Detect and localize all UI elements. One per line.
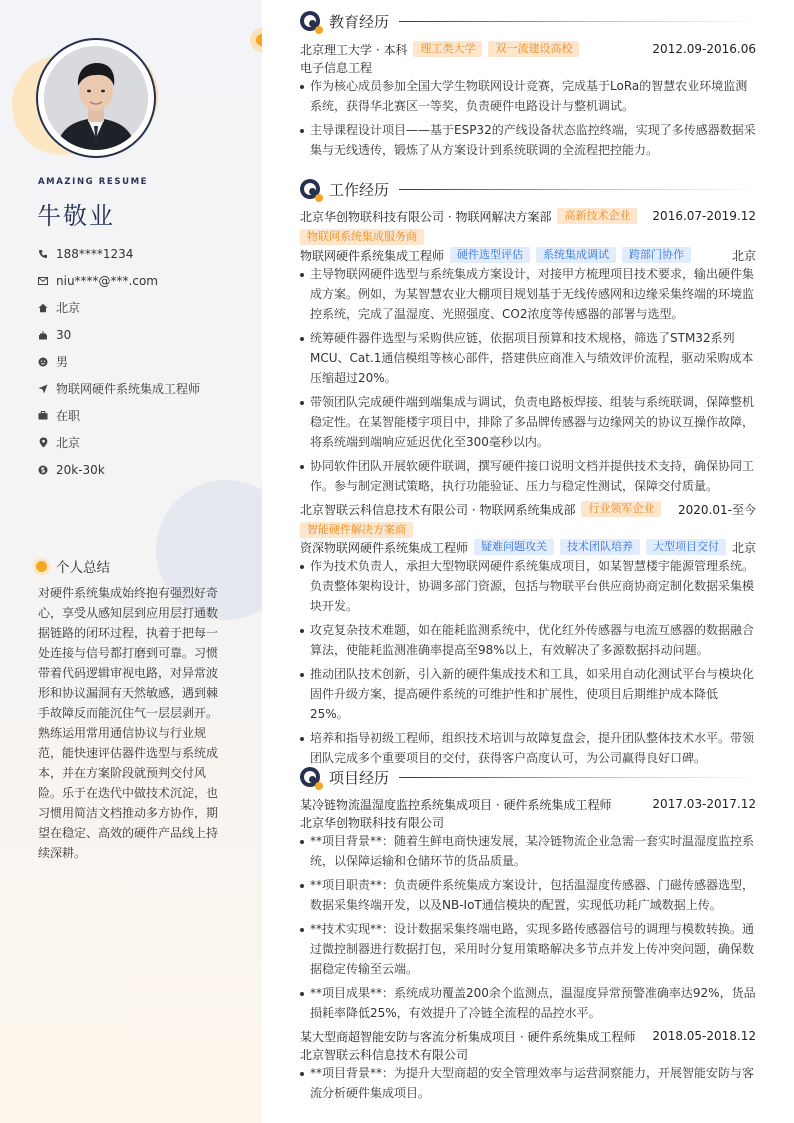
salary-icon: [38, 465, 48, 475]
section-title: 教育经历: [329, 12, 390, 31]
info-home: [38, 294, 258, 321]
education-heading: [300, 9, 756, 33]
avatar-photo: [44, 46, 148, 150]
school-tag: 理工类大学: [413, 41, 482, 57]
skill-tag: 技术团队培养: [560, 539, 640, 555]
summary-text: 对硬件系统集成始终抱有强烈好奇心，享受从感知层到应用层打通数据链路的闭环过程，执着于把每一处连接与信号都打磨到可靠。习惯带着代码逻辑审视电路，对异常波形和协议漏洞有天然敏感，遇到棘手故障反而能沉住气一层层剥开。熟练运用常用通信协议与行业规范，能快速评估器件选型与系统成本，并在方案阶段就预判交付风险。乐于在迭代中做技术沉淀，也习惯用简洁文档推动多方协作，期望在稳定、高效的硬件产品线上持续深耕。: [38, 586, 219, 860]
company-tag: 高新技术企业: [557, 208, 637, 224]
list-item: 攻克复杂技术难题，如在能耗监测系统中，优化红外传感器与电流互感器的数据融合算法，使能耗监测准确率提高至98%以上，有效解决了多源数据抖动问题。: [300, 620, 756, 660]
decor-dot-orange-inner: [256, 34, 262, 46]
skill-tag: 大型项目交付: [646, 539, 726, 555]
list-item: **项目成果**：系统成功覆盖200余个监测点，温湿度异常预警准确率达92%，货品损耗率降低25%，有效提升了冷链全流程的品控水平。: [300, 983, 756, 1023]
skill-tag: 疑难问题攻关: [474, 539, 554, 555]
list-item: **项目职责**：负责硬件系统集成方案设计，包括温湿度传感器、门磁传感器选型，数据采集终端开发，以及NB-IoT通信模块的配置，实现低功耗广域数据上传。: [300, 875, 756, 915]
job-city: 北京: [731, 248, 756, 263]
info-position: [38, 375, 258, 402]
skill-tag: 跨部门协作: [622, 247, 691, 263]
info-value: 男: [56, 355, 69, 369]
work-heading: [300, 177, 756, 201]
resume-tagline: AMAZING RESUME: [38, 177, 149, 187]
list-item: 作为技术负责人，承担大型物联网硬件系统集成项目，如某智慧楼宇能源管理系统。负责整体架构设计，协调多部门资源，包括与物联平台供应商协商定制化数据采集模块开发。: [300, 556, 756, 616]
project-company: 北京华创物联科技有限公司: [300, 815, 445, 830]
school-tag: 双一流建设高校: [488, 41, 579, 57]
list-item: 主导课程设计项目——基于ESP32的产线设备状态监控终端，实现了多传感器数据采集与无线透传，锻炼了从方案设计到系统联调的全流程把控能力。: [300, 120, 756, 160]
contact-info-list: [38, 240, 258, 483]
info-value: niu****@***.com: [56, 273, 158, 288]
info-age: [38, 321, 258, 348]
company-tag: 智能硬件解决方案商: [300, 522, 413, 538]
education-bullets: [300, 76, 756, 164]
list-item: 推动团队技术创新，引入新的硬件集成技术和工具，如采用自动化测试平台与模块化固件升级方案，提高硬件系统的可维护性和扩展性，使项目后期维护成本降低25%。: [300, 664, 756, 724]
job-role: 资深物联网硬件系统集成工程师: [300, 540, 469, 555]
list-item: 带领团队完成硬件端到端集成与调试，负责电路板焊接、组装与系统联调，保障整机稳定性。在某智能楼宇项目中，排除了多品牌传感器与边缘网关的协议互操作故障，将系统端到端响应延迟优化至300毫秒以内。: [300, 392, 756, 452]
project-title-row: [300, 1027, 756, 1045]
section-circle-icon: [300, 767, 320, 787]
list-item: 主导物联网硬件选型与系统集成方案设计，对接甲方梳理项目技术要求，输出硬件集成方案。例如，为某智慧农业大棚项目规划基于无线传感网和边缘采集终端的环境监控系统，完成了温湿度、光照强度、CO2浓度等传感器的部署与选型。: [300, 264, 756, 324]
job-role-row: [300, 538, 756, 556]
avatar-frame: [36, 38, 156, 158]
job-company-tag-row: [300, 521, 756, 538]
info-status: [38, 402, 258, 429]
project-name: 某冷链物流温湿度监控系统集成项目 · 硬件系统集成工程师: [300, 797, 612, 812]
briefcase-icon: [38, 411, 48, 421]
info-value: 北京: [56, 436, 81, 450]
project-bullets: [300, 1063, 756, 1107]
education-date: 2012.09-2016.06: [652, 42, 756, 56]
section-divider: [399, 189, 756, 190]
job-role: 物联网硬件系统集成工程师: [300, 248, 445, 263]
summary-heading: [36, 556, 110, 576]
skill-tag: 硬件选型评估: [450, 247, 530, 263]
school-name: 北京理工大学 · 本科: [300, 42, 408, 57]
job-date: 2020.01-至今: [678, 502, 756, 517]
info-value: 在职: [56, 409, 81, 423]
job-bullets: [300, 556, 756, 772]
send-icon: [38, 384, 48, 394]
info-value: 北京: [56, 301, 81, 315]
bullet-dot-icon: [36, 561, 47, 572]
summary-title: 个人总结: [56, 560, 110, 576]
info-value: 30: [56, 327, 72, 342]
section-circle-icon: [300, 11, 320, 31]
info-phone: [38, 240, 258, 267]
company-tag: 物联网系统集成服务商: [300, 229, 424, 245]
project-bullets: [300, 831, 756, 1027]
project-title-row: [300, 795, 756, 813]
home-icon: [38, 303, 48, 313]
job-role-row: [300, 246, 756, 264]
info-value: 20k-30k: [56, 462, 105, 477]
education-school-row: [300, 40, 756, 58]
section-title: 工作经历: [329, 180, 390, 199]
section-circle-icon: [300, 179, 320, 199]
list-item: 作为核心成员参加全国大学生物联网设计竞赛，完成基于LoRa的智慧农业环境监测系统，获得华北赛区一等奖，负责硬件电路设计与整机调试。: [300, 76, 756, 116]
skill-tag: 系统集成调试: [536, 247, 616, 263]
job-company-row: [300, 207, 756, 225]
section-divider: [399, 21, 756, 22]
list-item: 培养和指导初级工程师，组织技术培训与故障复盘会，提升团队整体技术水平。带领团队完成多个重要项目的交付，获得客户高度认可，为公司赢得良好口碑。: [300, 728, 756, 768]
company-name: 北京华创物联科技有限公司 · 物联网解决方案部: [300, 209, 552, 224]
project-company-row: [300, 1045, 756, 1063]
sidebar: [0, 0, 262, 1123]
project-date: 2017.03-2017.12: [652, 797, 756, 811]
project-date: 2018.05-2018.12: [652, 1029, 756, 1043]
location-pin-icon: [38, 438, 48, 448]
info-email: [38, 267, 258, 294]
cake-icon: [38, 330, 48, 340]
list-item: **技术实现**：设计数据采集终端电路，实现多路传感器信号的调理与模数转换。通过微控制器进行数据打包，采用时分复用策略解决多节点并发上传冲突问题，确保数据稳定传输至云端。: [300, 919, 756, 979]
project-company: 北京智联云科信息技术有限公司: [300, 1047, 469, 1062]
info-city: [38, 429, 258, 456]
job-city: 北京: [731, 540, 756, 555]
section-title: 项目经历: [329, 768, 390, 787]
info-salary: [38, 456, 258, 483]
list-item: **项目背景**：为提升大型商超的安全管理效率与运营洞察能力，开展智能安防与客流分析硬件集成项目。: [300, 1063, 756, 1103]
phone-icon: [38, 249, 48, 259]
info-value: 188****1234: [56, 246, 134, 261]
education-major-row: [300, 58, 756, 76]
mail-icon: [38, 276, 48, 286]
job-company-tag-row: [300, 228, 756, 245]
projects-heading: [300, 765, 756, 789]
list-item: 协同软件团队开展软硬件联调，撰写硬件接口说明文档并提供技术支持，确保协同工作。参与制定测试策略，执行功能验证、压力与稳定性测试，保障交付质量。: [300, 456, 756, 496]
section-divider: [399, 777, 756, 778]
gender-icon: [38, 357, 48, 367]
company-tag: 行业领军企业: [581, 501, 661, 517]
project-company-row: [300, 813, 756, 831]
major: 电子信息工程: [300, 60, 373, 75]
info-value: 物联网硬件系统集成工程师: [56, 382, 201, 396]
job-bullets: [300, 264, 756, 500]
avatar: [44, 46, 148, 150]
job-date: 2016.07-2019.12: [652, 209, 756, 223]
list-item: **项目背景**：随着生鲜电商快速发展，某冷链物流企业急需一套实时温湿度监控系统，以保障运输和仓储环节的货品质量。: [300, 831, 756, 871]
info-gender: [38, 348, 258, 375]
company-name: 北京智联云科信息技术有限公司 · 物联网系统集成部: [300, 502, 576, 517]
job-company-row: [300, 500, 756, 518]
list-item: 统筹硬件器件选型与采购供应链，依据项目预算和技术规格，筛选了STM32系列MCU、Cat.1通信模组等核心部件，搭建供应商准入与绩效评价流程，驱动采购成本压缩超过20%。: [300, 328, 756, 388]
candidate-name: 牛敬业: [37, 202, 115, 230]
project-name: 某大型商超智能安防与客流分析集成项目 · 硬件系统集成工程师: [300, 1029, 636, 1044]
